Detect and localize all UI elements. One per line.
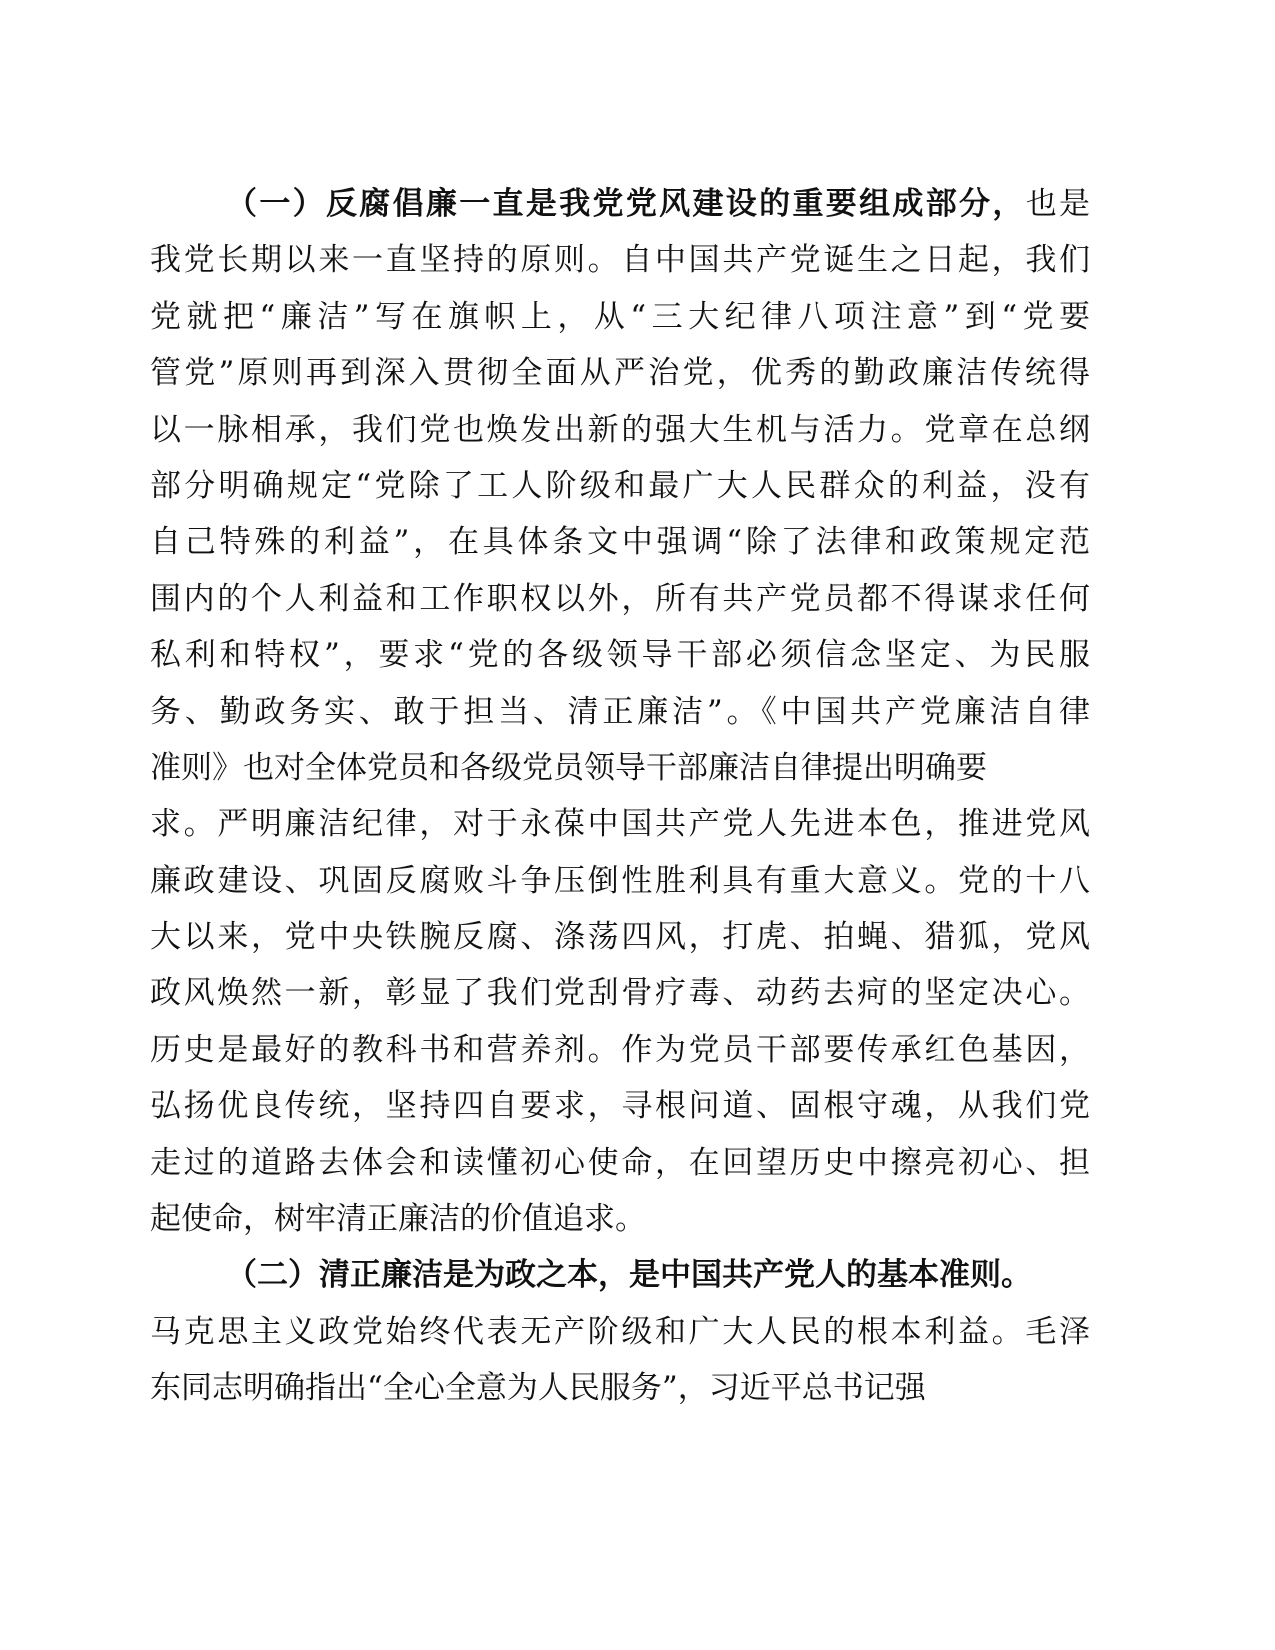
paragraph-1-line-15: 政风焕然一新，彰显了我们党刮骨疗毒、动药去疴的坚定决心。: [150, 975, 1090, 1012]
paragraph-1-line-9: 私利和特权”，要求“党的各级领导干部必须信念坚定、为民服: [150, 637, 1090, 674]
paragraph-1-lead: （一）反腐倡廉一直是我党党风建设的重要组成部分，: [226, 186, 1026, 222]
paragraph-2-lead: （二）清正廉洁是为政之本，是中国共产党人的基本准则。: [226, 1257, 1032, 1294]
paragraph-1-line-17: 弘扬优良传统，坚持四自要求，寻根问道、固根守魂，从我们党: [150, 1088, 1090, 1125]
paragraph-1-line-5: 以一脉相承，我们党也焕发出新的强大生机与活力。党章在总纲: [150, 411, 1090, 448]
paragraph-1-line-12: 求。严明廉洁纪律，对于永葆中国共产党人先进本色，推进党风: [150, 806, 1090, 843]
paragraph-1-line-10: 务、勤政务实、敢于担当、清正廉洁”。《中国共产党廉洁自律: [150, 693, 1090, 730]
paragraph-1-line-2: 我党长期以来一直坚持的原则。自中国共产党诞生之日起，我们: [150, 242, 1090, 279]
paragraph-1-line-14: 大以来，党中央铁腕反腐、涤荡四风，打虎、拍蝇、猎狐，党风: [150, 919, 1090, 956]
paragraph-1-line-7: 自己特殊的利益”，在具体条文中强调“除了法律和政策规定范: [150, 524, 1090, 561]
paragraph-1-line-1: [150, 176, 1090, 232]
paragraph-2: [150, 1247, 1090, 1416]
paragraph-2-line-3: 东同志明确指出“全心全意为人民服务”，习近平总书记强: [150, 1370, 926, 1407]
paragraph-1-line-19: 起使命，树牢清正廉洁的价值追求。: [150, 1201, 646, 1238]
paragraph-1-line-11: 准则》也对全体党员和各级党员领导干部廉洁自律提出明确要: [150, 749, 987, 786]
paragraph-1-line-4: 管党”原则再到深入贯彻全面从严治党，优秀的勤政廉洁传统得: [150, 355, 1090, 392]
paragraph-2-line-2: 马克思主义政党始终代表无产阶级和广大人民的根本利益。毛泽: [150, 1313, 1090, 1350]
paragraph-1-line-1-rest: 也是: [1025, 186, 1091, 222]
paragraph-1: [150, 176, 1090, 1247]
paragraph-1-line-8: 围内的个人利益和工作职权以外，所有共产党员都不得谋求任何: [150, 580, 1090, 617]
paragraph-1-line-3: 党就把“廉洁”写在旗帜上，从“三大纪律八项注意”到“党要: [150, 298, 1090, 335]
body-text: [150, 176, 1090, 1417]
paragraph-1-line-18: 走过的道路去体会和读懂初心使命，在回望历史中擦亮初心、担: [150, 1144, 1090, 1181]
paragraph-1-line-6: 部分明确规定“党除了工人阶级和最广大人民群众的利益，没有: [150, 467, 1090, 504]
paragraph-2-line-1: [150, 1247, 1090, 1303]
paragraph-1-line-13: 廉政建设、巩固反腐败斗争压倒性胜利具有重大意义。党的十八: [150, 862, 1090, 899]
paragraph-1-line-16: 历史是最好的教科书和营养剂。作为党员干部要传承红色基因，: [150, 1031, 1090, 1068]
